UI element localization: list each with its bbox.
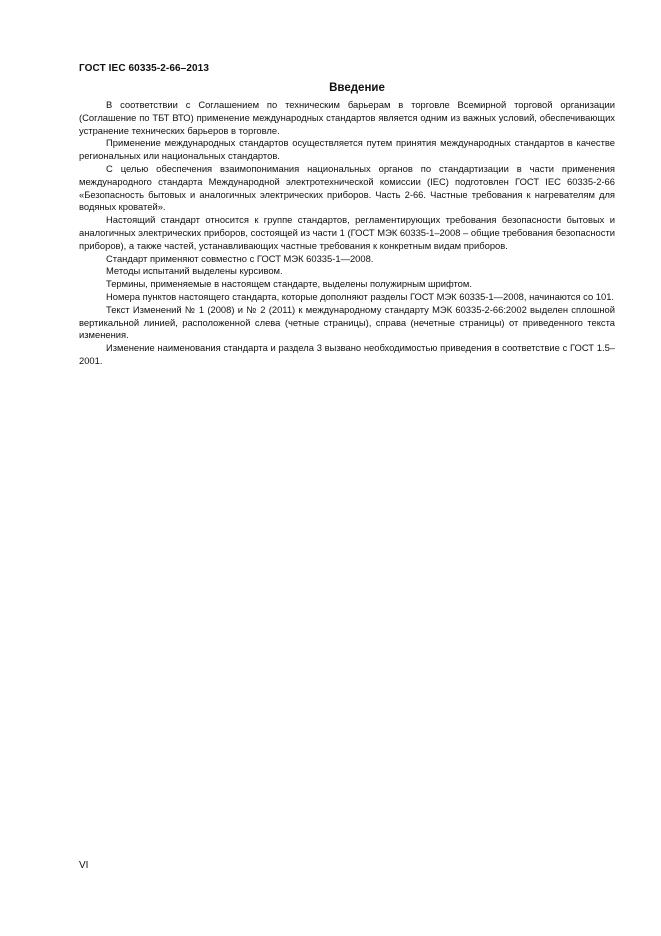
paragraph: С целью обеспечения взаимопонимания национальных органов по стандартизации в части применения международного стандарта Международной электротехнической комиссии (IEC) подготовлен ГОСТ IEC 60335-2-66 «Безопасность бытовых и аналогичных электрических приборов. Часть 2-66. Частные требования к нагревателям для водяных кроватей». bbox=[79, 162, 615, 213]
paragraph: В соответствии с Соглашением по техническим барьерам в торговле Всемирной торговой организации (Соглашение по ТБТ ВТО) применение международных стандартов является одним из важных условий, обеспечивающих устранение технических барьеров в торговле. bbox=[79, 99, 615, 136]
standard-code-header: ГОСТ IEC 60335-2-66–2013 bbox=[79, 63, 209, 74]
page-number: VI bbox=[79, 860, 89, 871]
paragraph: Текст Изменений № 1 (2008) и № 2 (2011) к международному стандарту МЭК 60335-2-66:2002 выделен сплошной вертикальной линией, расположенной слева (четные страницы), справа (нечетные страницы) от приведенного текста изменения. bbox=[79, 303, 615, 341]
paragraph: Стандарт применяют совместно с ГОСТ МЭК 60335-1—2008. bbox=[106, 252, 374, 264]
introduction-body bbox=[79, 99, 615, 368]
section-title: Введение bbox=[329, 82, 385, 94]
paragraph: Применение международных стандартов осуществляется путем принятия международных стандартов в качестве региональных или национальных стандартов. bbox=[79, 137, 615, 162]
paragraph: Номера пунктов настоящего стандарта, которые дополняют разделы ГОСТ МЭК 60335-1—2008, начинаются со 101. bbox=[106, 290, 615, 302]
paragraph: Методы испытаний выделены курсивом. bbox=[106, 265, 283, 277]
paragraph: Настоящий стандарт относится к группе стандартов, регламентирующих требования безопасности бытовых и аналогичных электрических приборов, состоящей из части 1 (ГОСТ МЭК 60335-1–2008 – общие требования безопасности приборов), а также частей, устанавливающих частные требования к конкретным видам приборов. bbox=[79, 214, 615, 251]
paragraph: Термины, применяемые в настоящем стандарте, выделены полужирным шрифтом. bbox=[106, 278, 472, 290]
paragraph: Изменение наименования стандарта и раздела 3 вызвано необходимостью приведения в соответствие с ГОСТ 1.5–2001. bbox=[79, 342, 615, 366]
